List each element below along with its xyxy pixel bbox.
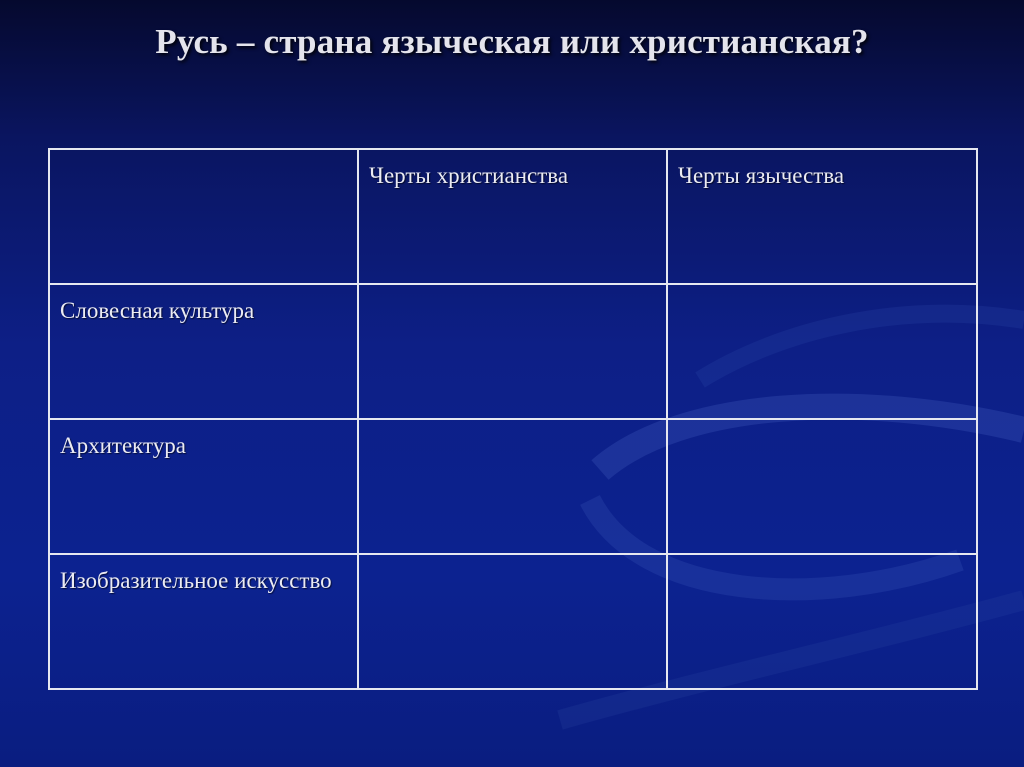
cell-fine-arts-paganism [667,554,977,689]
cell-verbal-culture-paganism [667,284,977,419]
slide-title: Русь – страна языческая или христианская? [155,22,869,61]
table-row [49,284,977,419]
row-label-verbal-culture: Словесная культура [49,284,358,419]
cell-verbal-culture-christianity [358,284,667,419]
row-label-architecture: Архитектура [49,419,358,554]
cell-architecture-christianity [358,419,667,554]
cell-architecture-paganism [667,419,977,554]
table-header-paganism: Черты язычества [667,149,977,284]
table-header-corner-cell [49,149,358,284]
table-header-row [49,149,977,284]
table-header-christianity: Черты христианства [358,149,667,284]
table-row [49,554,977,689]
comparison-table [48,148,978,690]
cell-fine-arts-christianity [358,554,667,689]
table-row [49,419,977,554]
row-label-fine-arts: Изобразительное искусство [49,554,358,689]
